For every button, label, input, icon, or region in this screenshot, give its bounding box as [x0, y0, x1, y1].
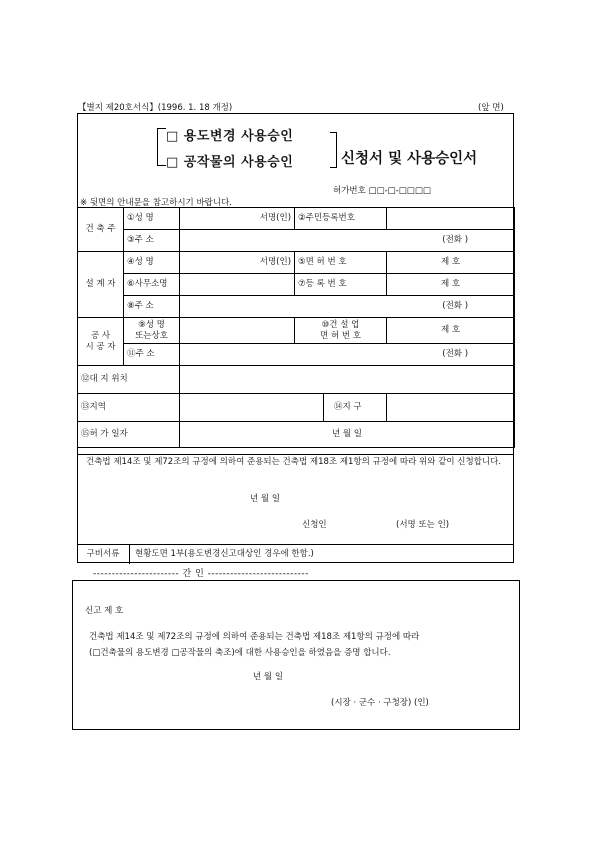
page-side: (앞 면) [478, 103, 504, 113]
certificate-text-2: (□건축물의 용도변경 □공작물의 축조)에 대한 사용승인을 하였음을 증명 합니다. [89, 648, 391, 658]
constr-license-label-1: ⑩건 설 업 [321, 319, 360, 330]
option-structure[interactable]: □ 공작물의 사용승인 [166, 155, 294, 170]
constr-license-label [295, 318, 387, 344]
designer-label: 설 계 자 [78, 252, 124, 318]
contractor-name-field[interactable] [180, 318, 295, 344]
application-text: 건축법 제14조 및 제72조의 규정에 의하여 준용되는 건축법 제18조 제1항의 규정에 따라 위와 같이 신청합니다. [86, 457, 502, 467]
designer-name-label: ④성 명 [124, 252, 180, 274]
application-date[interactable]: 년 월 일 [250, 494, 281, 504]
office-field[interactable] [180, 274, 295, 296]
info-table [77, 207, 515, 448]
form-title: 신청서 및 사용승인서 [341, 151, 478, 167]
contractor-name-label-2: 또는상호 [135, 330, 168, 341]
zone-field[interactable] [180, 394, 387, 422]
contractor-label [78, 318, 124, 366]
contractor-label-1: 공 사 [90, 330, 111, 341]
contractor-name-label [124, 318, 180, 344]
notice-text: ※ 뒷면의 안내문을 참고하시기 바랍니다. [80, 198, 233, 208]
cut-line: ----------------------- 간 인 --------------------------- [93, 569, 309, 579]
contractor-name-label-1: ⑨성 명 [138, 319, 165, 330]
site-field[interactable] [180, 366, 515, 394]
right-bracket [330, 132, 337, 168]
required-docs-row [77, 544, 514, 564]
contractor-phone[interactable]: (전화 ) [180, 344, 515, 366]
permit-number: 허가번호 □□-□-□□□□ [333, 186, 431, 196]
license-number[interactable]: 제 호 [387, 252, 515, 274]
required-docs-label: 구비서류 [77, 545, 130, 564]
application-section [78, 454, 513, 545]
constr-license-label-2: 면 허 번 호 [320, 330, 361, 341]
owner-addr-label: ③주 소 [124, 230, 180, 252]
office-label: ⑥사무소명 [124, 274, 180, 296]
option-use-change[interactable]: □ 용도변경 사용승인 [166, 129, 294, 144]
certificate-issuer: (시장 · 군수 · 구청장) (인) [331, 698, 429, 708]
report-number: 신고 제 호 [85, 606, 124, 616]
designer-sign[interactable]: 서명(인) [180, 252, 295, 274]
left-bracket [157, 128, 166, 166]
zone-label: ⑬지역 [78, 394, 180, 422]
designer-addr-label: ⑧주 소 [124, 296, 180, 318]
certificate-text-1: 건축법 제14조 및 제72조의 규정에 의하여 준용되는 건축법 제18조 제1항의 규정에 따라 [89, 632, 420, 642]
certificate-date: 년 월 일 [253, 672, 284, 682]
owner-reg-field[interactable] [387, 208, 515, 230]
designer-phone[interactable]: (전화 ) [180, 296, 515, 318]
site-label: ⑫대 지 위치 [78, 366, 180, 394]
owner-label: 건 축 주 [78, 208, 124, 252]
applicant-sign[interactable]: (서명 또는 인) [396, 520, 450, 530]
reg-number[interactable]: 제 호 [387, 274, 515, 296]
contractor-label-2: 시 공 자 [85, 341, 116, 352]
application-form [77, 113, 514, 563]
owner-name-label: ①성 명 [124, 208, 180, 230]
district-label: ⑭지 구 [334, 402, 362, 412]
applicant-label: 신청인 [302, 520, 327, 530]
title-area [78, 114, 513, 208]
owner-phone[interactable]: (전화 ) [180, 230, 515, 252]
owner-sign[interactable]: 서명(인) [180, 208, 295, 230]
owner-reg-label: ②주민등록번호 [295, 208, 387, 230]
approval-certificate [72, 580, 520, 730]
permit-date-label: ⑮허 가 일자 [78, 422, 180, 448]
constr-license-number[interactable]: 제 호 [387, 318, 515, 344]
permit-date-field[interactable]: 년 월 일 [180, 422, 515, 448]
district-field[interactable] [387, 394, 515, 422]
required-docs-value: 현황도면 1부(용도변경신고대상인 경우에 한함.) [135, 549, 314, 559]
form-reference: 【별지 제20호서식】(1996. 1. 18 개정) [78, 103, 233, 113]
license-label: ⑤면 허 번 호 [295, 252, 387, 274]
reg-no-label: ⑦등 록 번 호 [295, 274, 387, 296]
contractor-addr-label: ⑪주 소 [124, 344, 180, 366]
